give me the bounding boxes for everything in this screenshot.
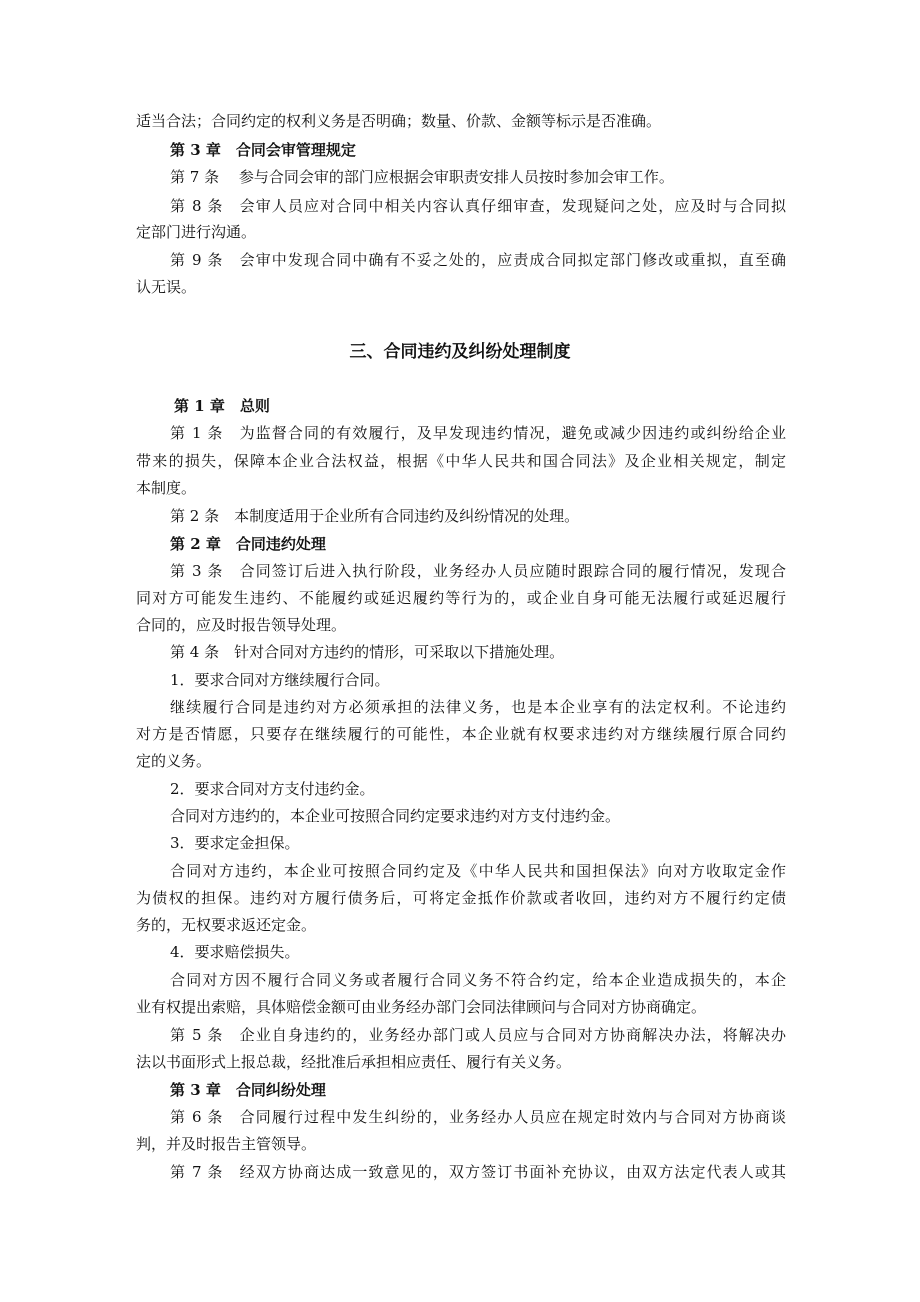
measure-1-text-line-2: 对方是否情愿，只要存在继续履行的可能性，本企业就有权要求违约对方继续履行原合同约 [136, 725, 786, 743]
article-3-line-3: 合同的，应及时报告领导处理。 [136, 616, 347, 634]
article-3-line-1: 第 3 条 合同签订后进入执行阶段，业务经办人员应随时跟踪合同的履行情况，发现合 [170, 562, 786, 580]
measure-3-text-line-1: 合同对方违约，本企业可按照合同约定及《中华人民共和国担保法》向对方收取定金作 [170, 862, 786, 880]
article-4: 第 4 条 针对合同对方违约的情形，可采取以下措施处理。 [170, 643, 565, 661]
section-title: 三、合同违约及纠纷处理制度 [349, 342, 571, 362]
article-2: 第 2 条 本制度适用于企业所有合同违约及纠纷情况的处理。 [170, 507, 580, 525]
measure-3: 3．要求定金担保。 [170, 834, 300, 852]
measure-1-text-line-3: 定的义务。 [136, 752, 212, 770]
article-8-line-1: 第 8 条 会审人员应对合同中相关内容认真仔细审查，发现疑问之处，应及时与合同拟 [170, 197, 786, 215]
measure-4: 4．要求赔偿损失。 [170, 943, 300, 961]
article-9-line-1: 第 9 条 会审中发现合同中确有不妥之处的，应责成合同拟定部门修改或重拟，直至确 [170, 251, 786, 269]
chapter-3-disputes-heading: 第 3 章 合同纠纷处理 [170, 1081, 326, 1099]
article-5-line-2: 法以书面形式上报总裁，经批准后承担相应责任、履行有关义务。 [136, 1053, 572, 1071]
measure-2-text: 合同对方违约的，本企业可按照合同约定要求违约对方支付违约金。 [170, 807, 621, 825]
measure-4-text-line-1: 合同对方因不履行合同义务或者履行合同义务不符合约定，给本企业造成损失的，本企 [170, 971, 786, 989]
article-6-line-2: 判，并及时报告主管领导。 [136, 1135, 317, 1153]
article-1-line-3: 本制度。 [136, 479, 197, 497]
measure-3-text-line-3: 务的，无权要求返还定金。 [136, 916, 317, 934]
measure-4-text-line-2: 业有权提出索赔，具体赔偿金额可由业务经办部门会同法律顾问与合同对方协商确定。 [136, 998, 707, 1016]
measure-3-text-line-2: 为债权的担保。违约对方履行债务后，可将定金抵作价款或者收回，违约对方不履行约定债 [136, 889, 786, 907]
article-8-line-2: 定部门进行沟通。 [136, 223, 257, 241]
paragraph-line: 适当合法；合同约定的权利义务是否明确；数量、价款、金额等标示是否准确。 [136, 112, 662, 130]
article-1-line-1: 第 1 条 为监督合同的有效履行，及早发现违约情况，避免或减少因违约或纠纷给企业 [170, 424, 786, 442]
chapter-1-heading: 第 1 章 总则 [174, 397, 270, 415]
article-3-line-2: 同对方可能发生违约、不能履约或延迟履约等行为的，或企业自身可能无法履行或延迟履行 [136, 589, 786, 607]
article-9-line-2: 认无误。 [136, 278, 197, 296]
article-7-disputes-line-1: 第 7 条 经双方协商达成一致意见的，双方签订书面补充协议，由双方法定代表人或其 [170, 1163, 786, 1181]
chapter-2-heading: 第 2 章 合同违约处理 [170, 535, 326, 553]
article-6-line-1: 第 6 条 合同履行过程中发生纠纷的，业务经办人员应在规定时效内与合同对方协商谈 [170, 1108, 786, 1126]
measure-1: 1．要求合同对方继续履行合同。 [170, 671, 390, 689]
measure-2: 2．要求合同对方支付违约金。 [170, 780, 375, 798]
measure-1-text-line-1: 继续履行合同是违约对方必须承担的法律义务，也是本企业享有的法定权利。不论违约 [170, 698, 786, 716]
article-7: 第 7 条 参与合同会审的部门应根据会审职责安排人员按时参加会审工作。 [170, 168, 674, 186]
article-5-line-1: 第 5 条 企业自身违约的，业务经办部门或人员应与合同对方协商解决办法，将解决办 [170, 1026, 786, 1044]
chapter-3-heading: 第 3 章 合同会审管理规定 [170, 141, 356, 159]
article-1-line-2: 带来的损失，保障本企业合法权益，根据《中华人民共和国合同法》及企业相关规定，制定 [136, 452, 786, 470]
